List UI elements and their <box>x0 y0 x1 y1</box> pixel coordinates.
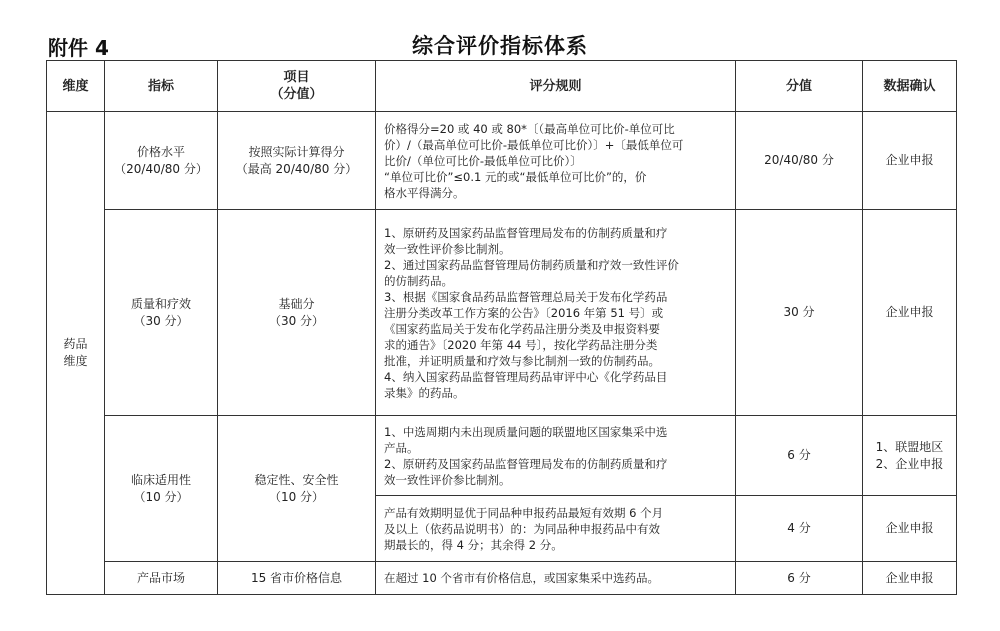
item-points: （30 分） <box>268 313 325 328</box>
item-cell <box>218 112 376 210</box>
rule-line: 比价/（单位可比价-最低单位可比价）〕 <box>384 153 582 168</box>
rule-line: 注册分类改革工作方案的公告》〔2016 年第 51 号〕或 <box>384 305 664 320</box>
score-cell: 4 分 <box>736 496 863 562</box>
item-label: 按照实际计算得分 <box>248 144 345 159</box>
evaluation-table <box>46 60 957 595</box>
header-item-line2: （分值） <box>270 87 323 102</box>
header-rule: 评分规则 <box>376 61 736 112</box>
rule-line: 的仿制药品。 <box>384 273 453 288</box>
rule-line: 4、纳入国家药品监督管理局药品审评中心《化学药品目 <box>384 369 668 384</box>
confirm-cell <box>863 416 957 496</box>
score-cell: 30 分 <box>736 210 863 416</box>
score-cell: 20/40/80 分 <box>736 112 863 210</box>
indicator-points: （10 分） <box>133 489 189 504</box>
dimension-line1: 药品 <box>63 337 88 351</box>
rule-line: 效一致性评价参比制剂。 <box>384 472 511 487</box>
indicator-cell <box>105 210 218 416</box>
rule-line: 产品。 <box>384 440 419 455</box>
confirm-cell: 企业申报 <box>863 112 957 210</box>
confirm-line: 1、联盟地区 <box>875 439 944 454</box>
indicator-points: （30 分） <box>133 313 189 328</box>
indicator-label: 价格水平 <box>136 144 185 159</box>
rule-cell <box>376 496 736 562</box>
rule-line: 价）/（最高单位可比价-最低单位可比价）〕+〔最低单位可 <box>384 137 684 152</box>
item-cell <box>218 416 376 562</box>
item-label: 基础分 <box>278 296 315 311</box>
confirm-cell: 企业申报 <box>863 562 957 595</box>
table-row <box>47 416 957 496</box>
rule-line: 格水平得满分。 <box>384 185 465 200</box>
table-row <box>47 112 957 210</box>
rule-line: 1、中选周期内未出现质量问题的联盟地区国家集采中选 <box>384 424 668 439</box>
score-cell: 6 分 <box>736 416 863 496</box>
rule-line: 效一致性评价参比制剂。 <box>384 241 511 256</box>
indicator-points: （20/40/80 分） <box>114 161 208 176</box>
header-score: 分值 <box>736 61 863 112</box>
indicator-label: 临床适用性 <box>130 472 191 487</box>
rule-line: 价格得分=20 或 40 或 80*〔（最高单位可比价-单位可比 <box>384 121 675 136</box>
item-points: （最高 20/40/80 分） <box>235 161 358 176</box>
rule-line: 《国家药监局关于发布化学药品注册分类及申报资料要 <box>384 321 660 336</box>
rule-line: 1、原研药及国家药品监督管理局发布的仿制药质量和疗 <box>384 225 668 240</box>
rule-line: 产品有效期明显优于同品种申报药品最短有效期 6 个月 <box>384 505 664 520</box>
item-cell <box>218 210 376 416</box>
header-dimension: 维度 <box>47 61 105 112</box>
header-item-line1: 项目 <box>283 70 310 85</box>
table-row <box>47 210 957 416</box>
attachment-label: 附件 4 <box>48 36 109 60</box>
dimension-cell <box>47 112 105 595</box>
header-indicator: 指标 <box>105 61 218 112</box>
indicator-label: 质量和疗效 <box>130 296 191 311</box>
header-confirm: 数据确认 <box>863 61 957 112</box>
item-cell: 15 省市价格信息 <box>218 562 376 595</box>
dimension-line2: 维度 <box>63 354 88 368</box>
rule-line: 及以上（依药品说明书）的：为同品种申报药品中有效 <box>384 521 660 536</box>
rule-line: 期最长的，得 4 分；其余得 2 分。 <box>384 537 563 552</box>
rule-cell <box>376 112 736 210</box>
indicator-cell: 产品市场 <box>105 562 218 595</box>
indicator-cell <box>105 416 218 562</box>
score-cell: 6 分 <box>736 562 863 595</box>
rule-cell <box>376 210 736 416</box>
item-points: （10 分） <box>268 489 325 504</box>
item-label: 稳定性、安全性 <box>254 472 339 487</box>
page-title: 综合评价指标体系 <box>412 34 588 58</box>
confirm-cell: 企业申报 <box>863 210 957 416</box>
table-header-row <box>47 61 957 112</box>
rule-line: 批准，并证明质量和疗效与参比制剂一致的仿制药品。 <box>384 353 660 368</box>
rule-line: 录集》的药品。 <box>384 385 465 400</box>
rule-line: 3、根据《国家食品药品监督管理总局关于发布化学药品 <box>384 289 668 304</box>
rule-cell <box>376 416 736 496</box>
rule-line: 求的通告》〔2020 年第 44 号〕，按化学药品注册分类 <box>384 337 658 352</box>
rule-cell: 在超过 10 个省市有价格信息，或国家集采中选药品。 <box>376 562 736 595</box>
confirm-line: 2、企业申报 <box>875 456 944 471</box>
table-row <box>47 562 957 595</box>
indicator-cell <box>105 112 218 210</box>
confirm-cell: 企业申报 <box>863 496 957 562</box>
header-item <box>218 61 376 112</box>
rule-line: “单位可比价”≤0.1 元的或“最低单位可比价”的，价 <box>384 169 647 184</box>
rule-line: 2、原研药及国家药品监督管理局发布的仿制药质量和疗 <box>384 456 668 471</box>
rule-line: 2、通过国家药品监督管理局仿制药质量和疗效一致性评价 <box>384 257 679 272</box>
